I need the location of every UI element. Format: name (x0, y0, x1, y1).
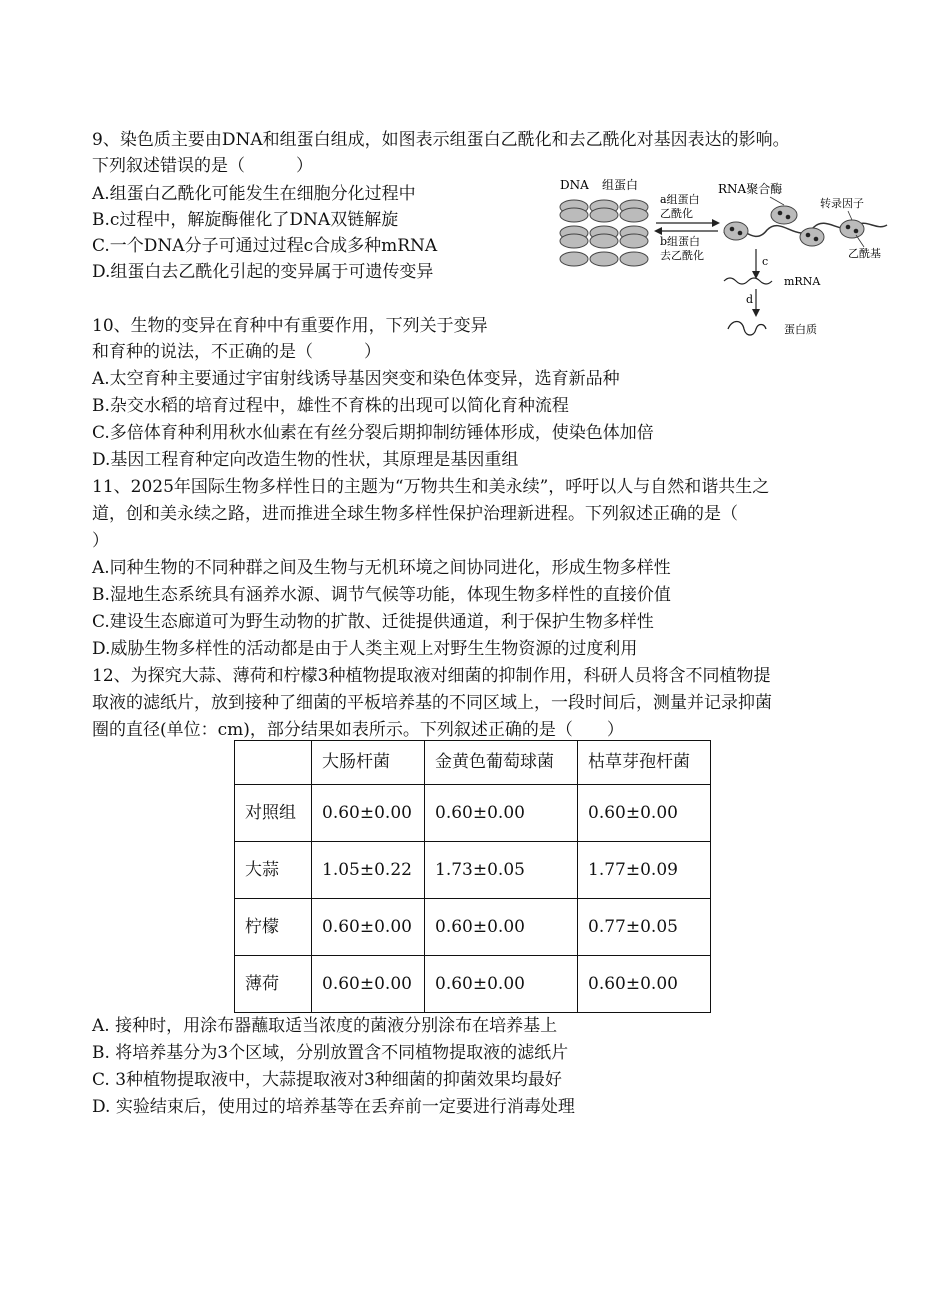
c-label: c (762, 255, 769, 268)
arrow-a-line2: 乙酰化 (660, 207, 693, 220)
table-cell: 0.60±0.00 (578, 785, 711, 842)
q12-option-a: A. 接种时，用涂布器蘸取适当浓度的菌液分别涂布在培养基上 (92, 1016, 558, 1036)
q12-option-b: B. 将培养基分为3个区域，分别放置含不同植物提取液的滤纸片 (92, 1043, 569, 1063)
table-cell: 1.05±0.22 (312, 842, 425, 899)
table-cell: 1.73±0.05 (425, 842, 578, 899)
arrow-a-line1: a组蛋白 (660, 193, 700, 206)
row-label: 对照组 (235, 785, 312, 842)
table-header-cell: 枯草芽孢杆菌 (578, 741, 711, 785)
q10-option-a: A.太空育种主要通过宇宙射线诱导基因突变和染色体变异，选育新品种 (92, 369, 620, 389)
q11-option-a: A.同种生物的不同种群之间及生物与无机环境之间协同进化，形成生物多样性 (92, 558, 671, 578)
acetyl-group-label: 乙酰基 (848, 247, 881, 260)
table-row (235, 842, 711, 899)
table-header-cell: 大肠杆菌 (312, 741, 425, 785)
table-cell: 0.60±0.00 (312, 899, 425, 956)
mrna-label: mRNA (784, 275, 821, 288)
q10-option-c: C.多倍体育种利用秋水仙素在有丝分裂后期抑制纺锤体形成，使染色体加倍 (92, 423, 654, 443)
table-cell: 1.77±0.09 (578, 842, 711, 899)
q12-stem-line3: 圈的直径(单位：cm)，部分结果如表所示。下列叙述正确的是（ ） (92, 720, 624, 740)
row-label: 薄荷 (235, 956, 312, 1013)
q10-stem-line1: 10、生物的变异在育种中有重要作用，下列关于变异 (92, 316, 488, 336)
table-row (235, 785, 711, 842)
table-cell: 0.60±0.00 (425, 956, 578, 1013)
dna-label: DNA (560, 178, 589, 192)
q10-option-b: B.杂交水稻的培育过程中，雄性不育株的出现可以简化育种流程 (92, 396, 569, 416)
protein-shape (728, 322, 766, 336)
histone-acetylation-diagram (552, 175, 892, 345)
row-label: 柠檬 (235, 899, 312, 956)
table-cell: 0.60±0.00 (425, 899, 578, 956)
table-header-row (235, 741, 711, 785)
rna-polymerase-label: RNA聚合酶 (718, 182, 783, 196)
inhibition-zone-table (234, 740, 711, 1013)
table-cell: 0.60±0.00 (578, 956, 711, 1013)
q12-option-c: C. 3种植物提取液中，大蒜提取液对3种细菌的抑菌效果均最好 (92, 1070, 562, 1090)
table-header-cell (235, 741, 312, 785)
row-label: 大蒜 (235, 842, 312, 899)
table-header-cell: 金黄色葡萄球菌 (425, 741, 578, 785)
q9-option-b: B.c过程中，解旋酶催化了DNA双链解旋 (92, 210, 399, 230)
mrna-strand (724, 278, 772, 284)
q9-option-d: D.组蛋白去乙酰化引起的变异属于可遗传变异 (92, 262, 434, 282)
transcription-factor-label: 转录因子 (820, 197, 864, 210)
q11-option-c: C.建设生态廊道可为野生动物的扩散、迁徙提供通道，利于保护生物多样性 (92, 612, 654, 632)
histone-label: 组蛋白 (602, 178, 639, 192)
d-label: d (746, 293, 754, 306)
q11-stem-line2: 道，创和美永续之路，进而推进全球生物多样性保护治理新进程。下列叙述正确的是（ (92, 504, 738, 524)
table-cell: 0.60±0.00 (312, 785, 425, 842)
protein-label: 蛋白质 (784, 323, 817, 336)
arrow-b-line2: 去乙酰化 (660, 249, 704, 262)
table-cell: 0.77±0.05 (578, 899, 711, 956)
table-row (235, 956, 711, 1013)
q11-option-d: D.威胁生物多样性的活动都是由于人类主观上对野生生物资源的过度利用 (92, 639, 638, 659)
q10-stem-line2: 和育种的说法，不正确的是（ ） (92, 342, 381, 362)
table-row (235, 899, 711, 956)
q9-option-a: A.组蛋白乙酰化可能发生在细胞分化过程中 (92, 184, 416, 204)
q12-stem-line2: 取液的滤纸片，放到接种了细菌的平板培养基的不同区域上，一段时间后，测量并记录抑菌 (92, 693, 772, 713)
q11-stem-line1: 11、2025年国际生物多样性日的主题为“万物共生和美永续”，呼吁以人与自然和谐共生之 (92, 477, 770, 497)
q9-stem-line1: 9、染色质主要由DNA和组蛋白组成，如图表示组蛋白乙酰化和去乙酰化对基因表达的影响。 (92, 130, 790, 150)
q12-stem-line1: 12、为探究大蒜、薄荷和柠檬3种植物提取液对细菌的抑制作用，科研人员将含不同植物提 (92, 666, 771, 686)
q10-option-d: D.基因工程育种定向改造生物的性状，其原理是基因重组 (92, 450, 519, 470)
q9-option-c: C.一个DNA分子可通过过程c合成多种mRNA (92, 236, 438, 256)
q11-option-b: B.湿地生态系统具有涵养水源、调节气候等功能，体现生物多样性的直接价值 (92, 585, 671, 605)
table-cell: 0.60±0.00 (312, 956, 425, 1013)
table-cell: 0.60±0.00 (425, 785, 578, 842)
q12-option-d: D. 实验结束后，使用过的培养基等在丢弃前一定要进行消毒处理 (92, 1097, 575, 1117)
q9-stem-line2: 下列叙述错误的是（ ） (92, 156, 313, 176)
arrow-b-line1: b组蛋白 (660, 235, 701, 248)
q11-stem-line3: ） (92, 531, 109, 551)
condensed-chromatin (560, 200, 648, 266)
